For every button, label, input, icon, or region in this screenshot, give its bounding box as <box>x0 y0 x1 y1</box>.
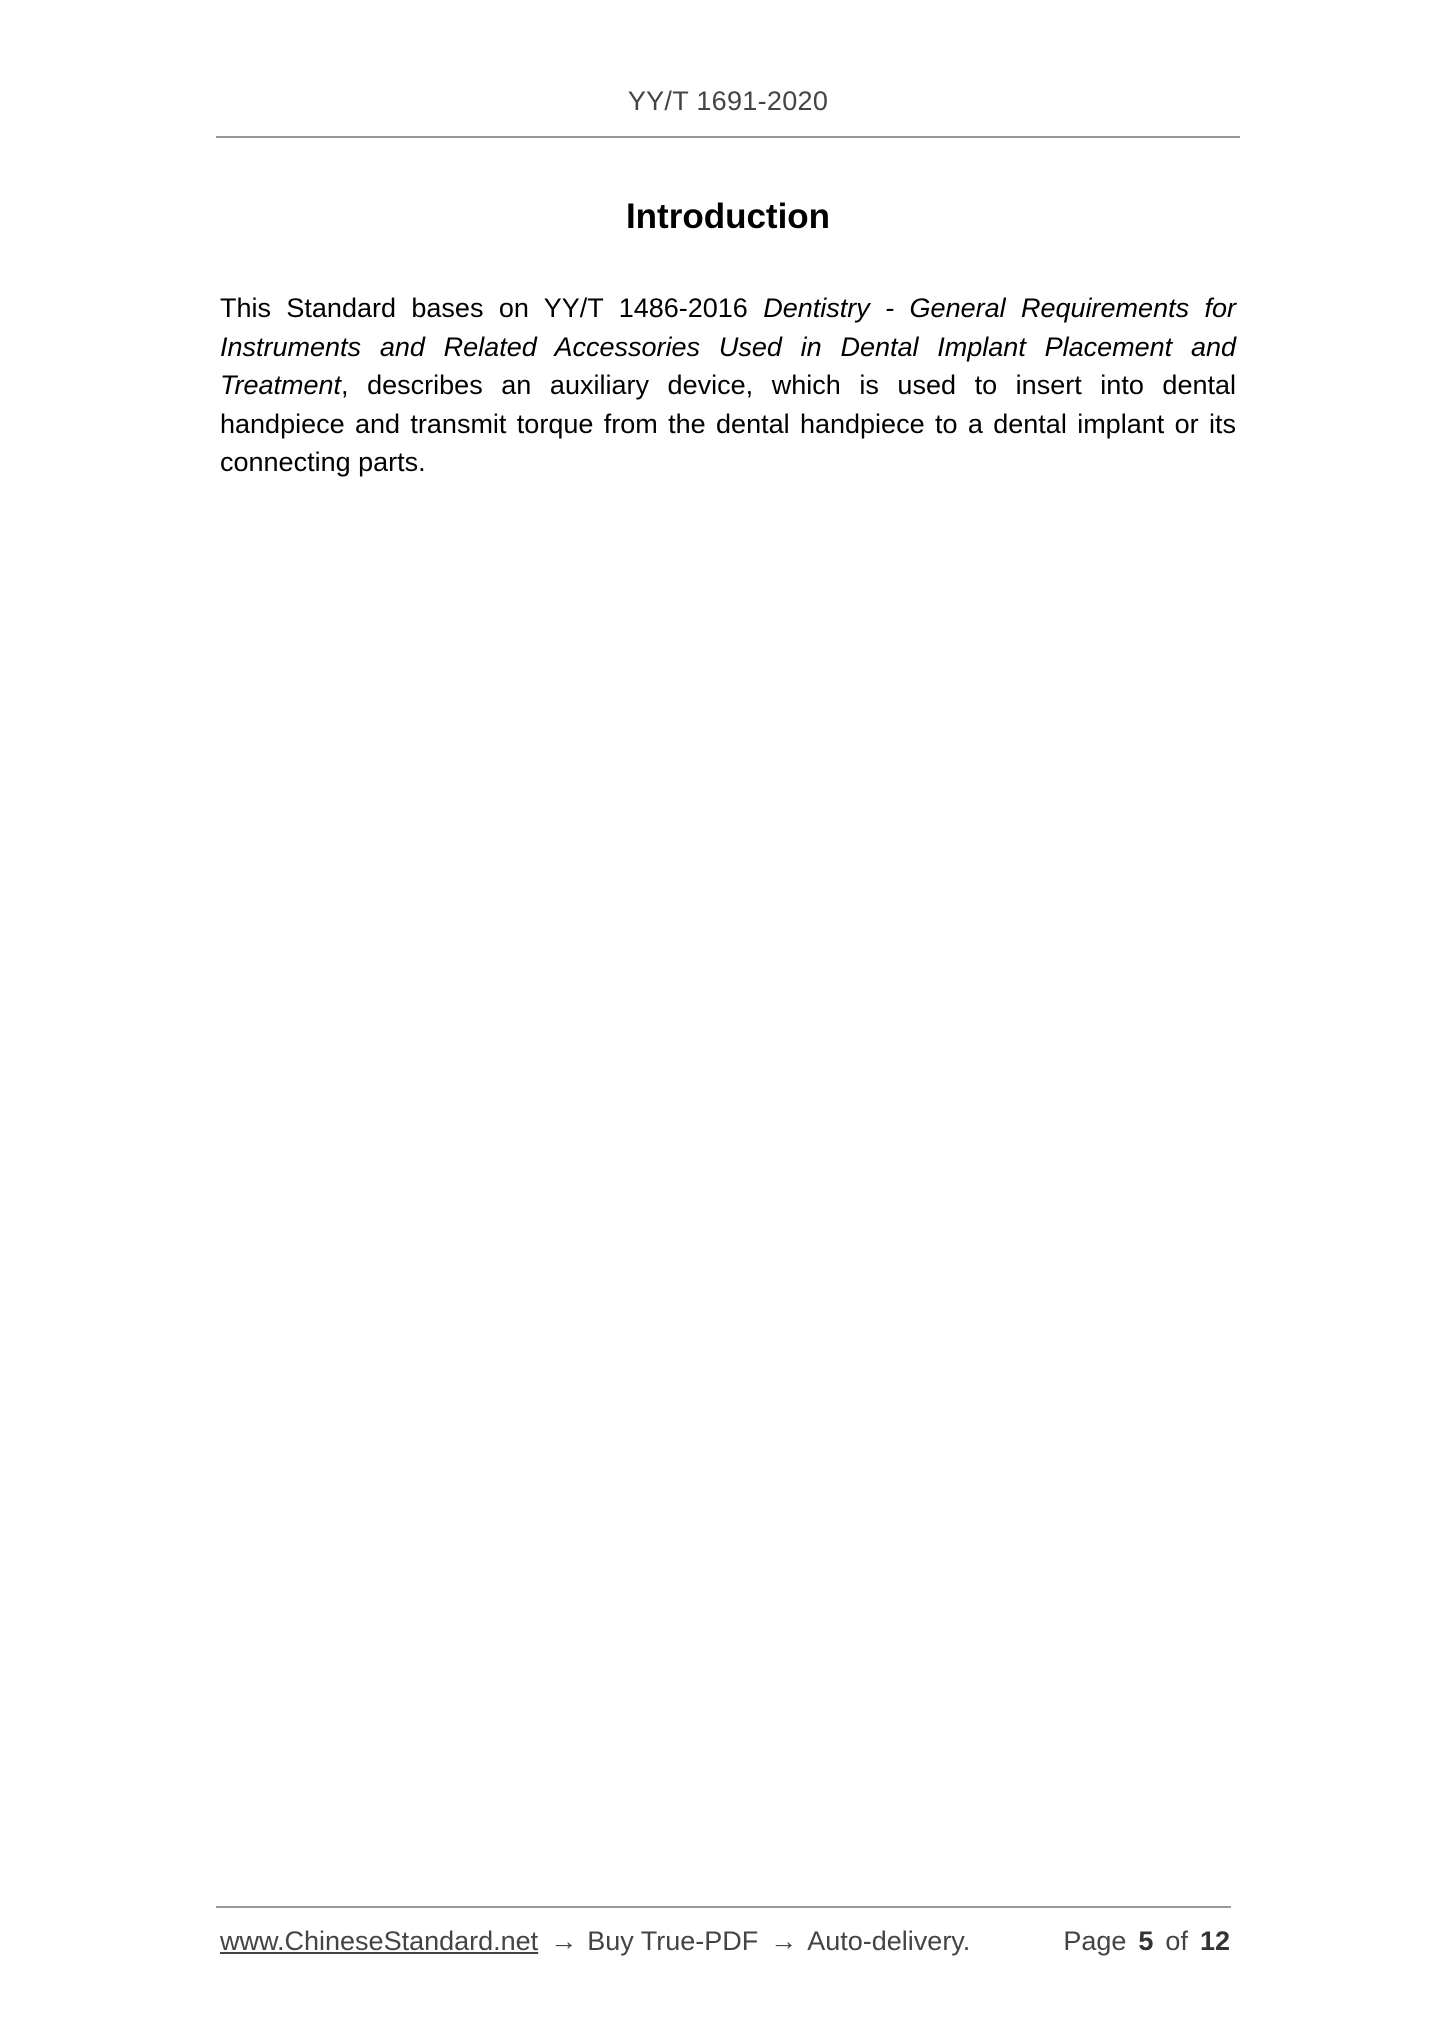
delivery-text: Auto-delivery. <box>807 1926 971 1956</box>
introduction-paragraph <box>220 289 1236 482</box>
footer-links <box>220 1926 970 1957</box>
buy-text: Buy True-PDF <box>587 1926 759 1956</box>
paragraph-text-end: , describes an auxiliary device, which is used to insert into dental handpiece and transmit torque from the dental handpiece to a dental implant or its connecting parts. <box>220 370 1236 477</box>
header-divider <box>216 136 1240 138</box>
page-number: 5 <box>1138 1926 1154 1956</box>
footer-divider <box>216 1906 1231 1908</box>
total-pages: 12 <box>1199 1926 1230 1956</box>
arrow-right-icon: → <box>770 1926 798 1956</box>
section-title: Introduction <box>625 197 831 236</box>
website-link[interactable]: www.ChineseStandard.net <box>220 1926 539 1956</box>
running-header: YY/T 1691-2020 <box>627 86 829 116</box>
of-label: of <box>1165 1926 1188 1956</box>
page-label: Page <box>1063 1926 1127 1956</box>
paragraph-text-start: This Standard bases on YY/T 1486-2016 <box>220 293 764 323</box>
arrow-right-icon: → <box>550 1926 578 1956</box>
referenced-standard-title: Dentistry - General Requirements for Instruments and Related Accessories Used in Dental Implant Placement and Treatment <box>220 293 1236 400</box>
page-indicator <box>1063 1926 1230 1957</box>
